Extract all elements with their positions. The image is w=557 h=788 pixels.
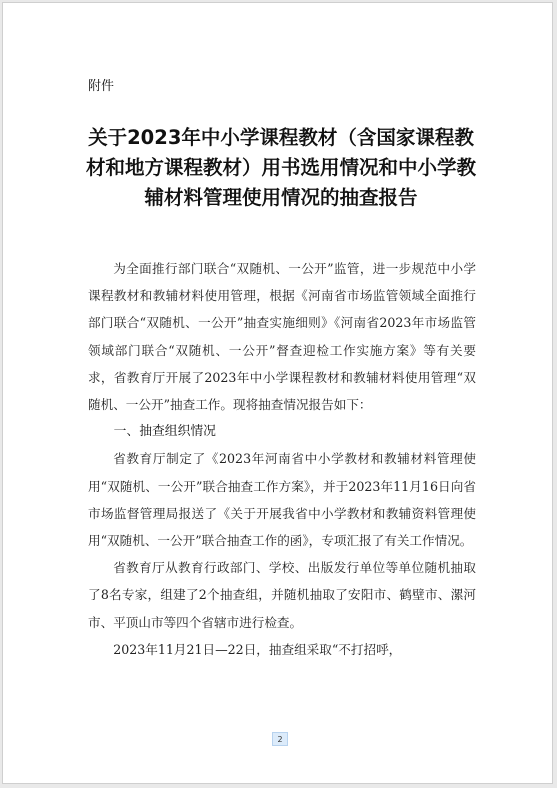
page-number: 2 (272, 732, 288, 746)
document-page (2, 2, 553, 784)
body-paragraph: 为全面推行部门联合“双随机、一公开”监管，进一步规范中小学课程教材和教辅材料使用管理，根据《河南省市场监管领域全面推行部门联合“双随机、一公开”抽查实施细则》《河南省2023年市场监管领域部门联合“双随机、一公开”督查迎检工作实施方案》等有关要求，省教育厅开展了2023年中小学课程教材和教辅材料使用管理“双随机、一公开”抽查工作。现将抽查情况报告如下： (88, 261, 476, 413)
attachment-label: 附件 (88, 79, 115, 94)
section-heading: 一、抽查组织情况 (113, 424, 216, 440)
body-paragraph: 2023年11月21日—22日，抽查组采取“不打招呼， (113, 641, 402, 657)
document-title: 关于2023年中小学课程教材（含国家课程教材和地方课程教材）用书选用情况和中小学教辅材料管理使用情况的抽查报告 (85, 126, 476, 209)
body-paragraph: 省教育厅制定了《2023年河南省中小学教材和教辅材料管理使用“双随机、一公开”联合抽查工作方案》，并于2023年11月16日向省市场监督管理局报送了《关于开展我省中小学教材和教辅资料管理使用“双随机、一公开”联合抽查工作的函》，专项汇报了有关工作情况。 (88, 451, 476, 549)
document-body (88, 255, 476, 663)
body-paragraph: 省教育厅从教育行政部门、学校、出版发行单位等单位随机抽取了8名专家，组建了2个抽查组，并随机抽取了安阳市、鹤壁市、漯河市、平顶山市等四个省辖市进行检查。 (88, 560, 476, 630)
